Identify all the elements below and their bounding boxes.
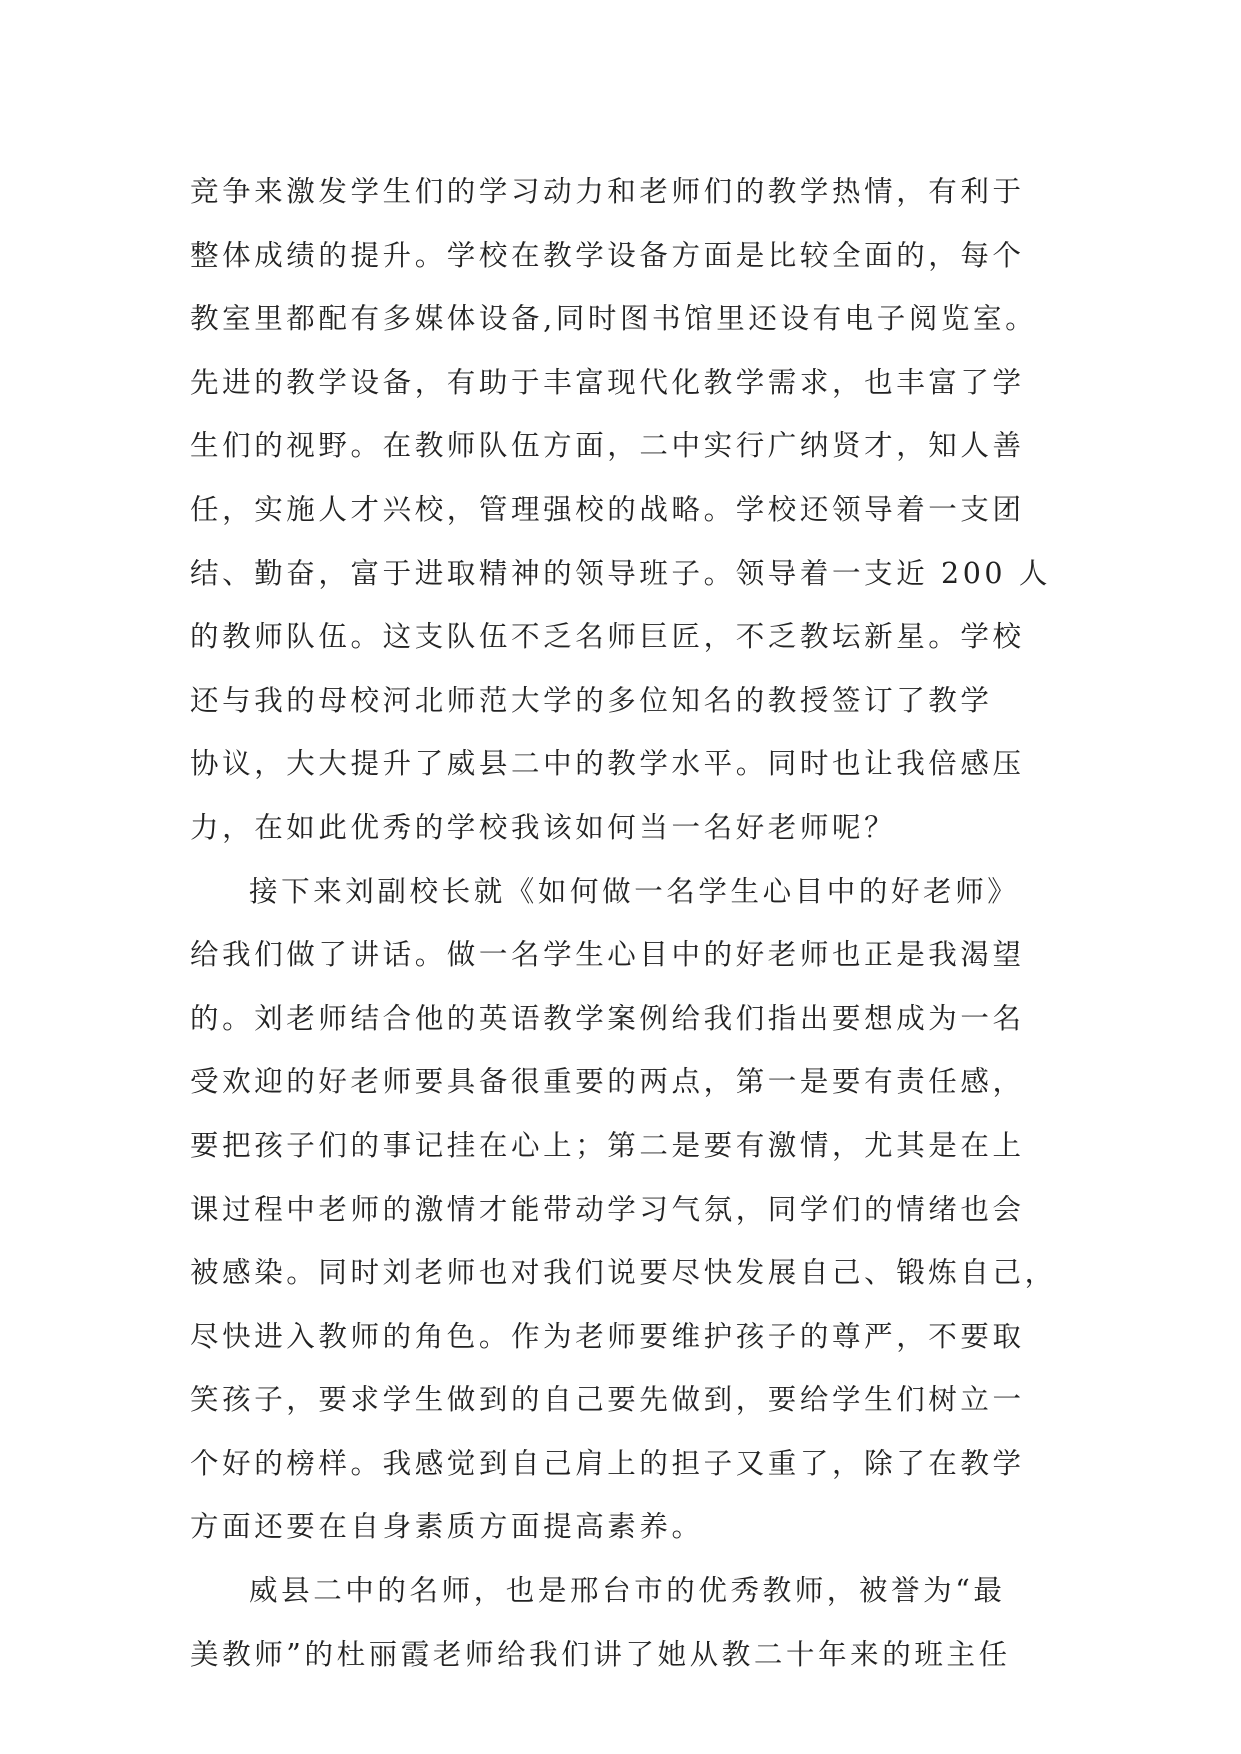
text-line: 笑孩子，要求学生做到的自己要先做到，要给学生们树立一 bbox=[190, 1383, 1025, 1417]
text-line: 任，实施人才兴校，管理强校的战略。学校还领导着一支团 bbox=[190, 492, 1025, 526]
paragraph-start-line: 接下来刘副校长就《如何做一名学生心目中的好老师》 bbox=[249, 874, 1020, 908]
text-line: 整体成绩的提升。学校在教学设备方面是比较全面的，每个 bbox=[190, 238, 1025, 272]
text-line: 竞争来激发学生们的学习动力和老师们的教学热情，有利于 bbox=[190, 175, 1025, 208]
text-line: 给我们做了讲话。做一名学生心目中的好老师也正是我渴望 bbox=[190, 938, 1025, 972]
text-line: 力，在如此优秀的学校我该如何当一名好老师呢？ bbox=[190, 810, 897, 844]
text-line: 课过程中老师的激情才能带动学习气氛，同学们的情绪也会 bbox=[190, 1192, 1025, 1226]
text-line: 要把孩子们的事记挂在心上；第二是要有激情，尤其是在上 bbox=[190, 1128, 1025, 1162]
text-line: 方面还要在自身素质方面提高素养。 bbox=[190, 1510, 704, 1544]
text-line: 的。刘老师结合他的英语教学案例给我们指出要想成为一名 bbox=[190, 1001, 1025, 1035]
body-text bbox=[190, 160, 1070, 1686]
text-line: 被感染。同时刘老师也对我们说要尽快发展自己、锻炼自己， bbox=[190, 1256, 1057, 1290]
text-line: 还与我的母校河北师范大学的多位知名的教授签订了教学 bbox=[190, 683, 993, 717]
text-line: 生们的视野。在教师队伍方面，二中实行广纳贤才，知人善 bbox=[190, 429, 1025, 463]
text-line: 协议，大大提升了威县二中的教学水平。同时也让我倍感压 bbox=[190, 747, 1025, 781]
text-line: 个好的榜样。我感觉到自己肩上的担子又重了，除了在教学 bbox=[190, 1446, 1025, 1480]
paragraph-start-line: 威县二中的名师，也是邢台市的优秀教师，被誉为“最 bbox=[249, 1574, 1006, 1608]
text-line: 尽快进入教师的角色。作为老师要维护孩子的尊严，不要取 bbox=[190, 1319, 1025, 1353]
text-line: 的教师队伍。这支队伍不乏名师巨匠，不乏教坛新星。学校 bbox=[190, 620, 1025, 654]
text-line: 教室里都配有多媒体设备,同时图书馆里还设有电子阅览室。 bbox=[190, 302, 1038, 336]
text-line: 受欢迎的好老师要具备很重要的两点，第一是要有责任感， bbox=[190, 1065, 1025, 1099]
text-line: 先进的教学设备，有助于丰富现代化教学需求，也丰富了学 bbox=[190, 365, 1025, 399]
text-line: 结、勤奋，富于进取精神的领导班子。领导着一支近 200 人 bbox=[190, 556, 1051, 590]
text-line: 美教师”的杜丽霞老师给我们讲了她从教二十年来的班主任 bbox=[190, 1637, 1011, 1671]
